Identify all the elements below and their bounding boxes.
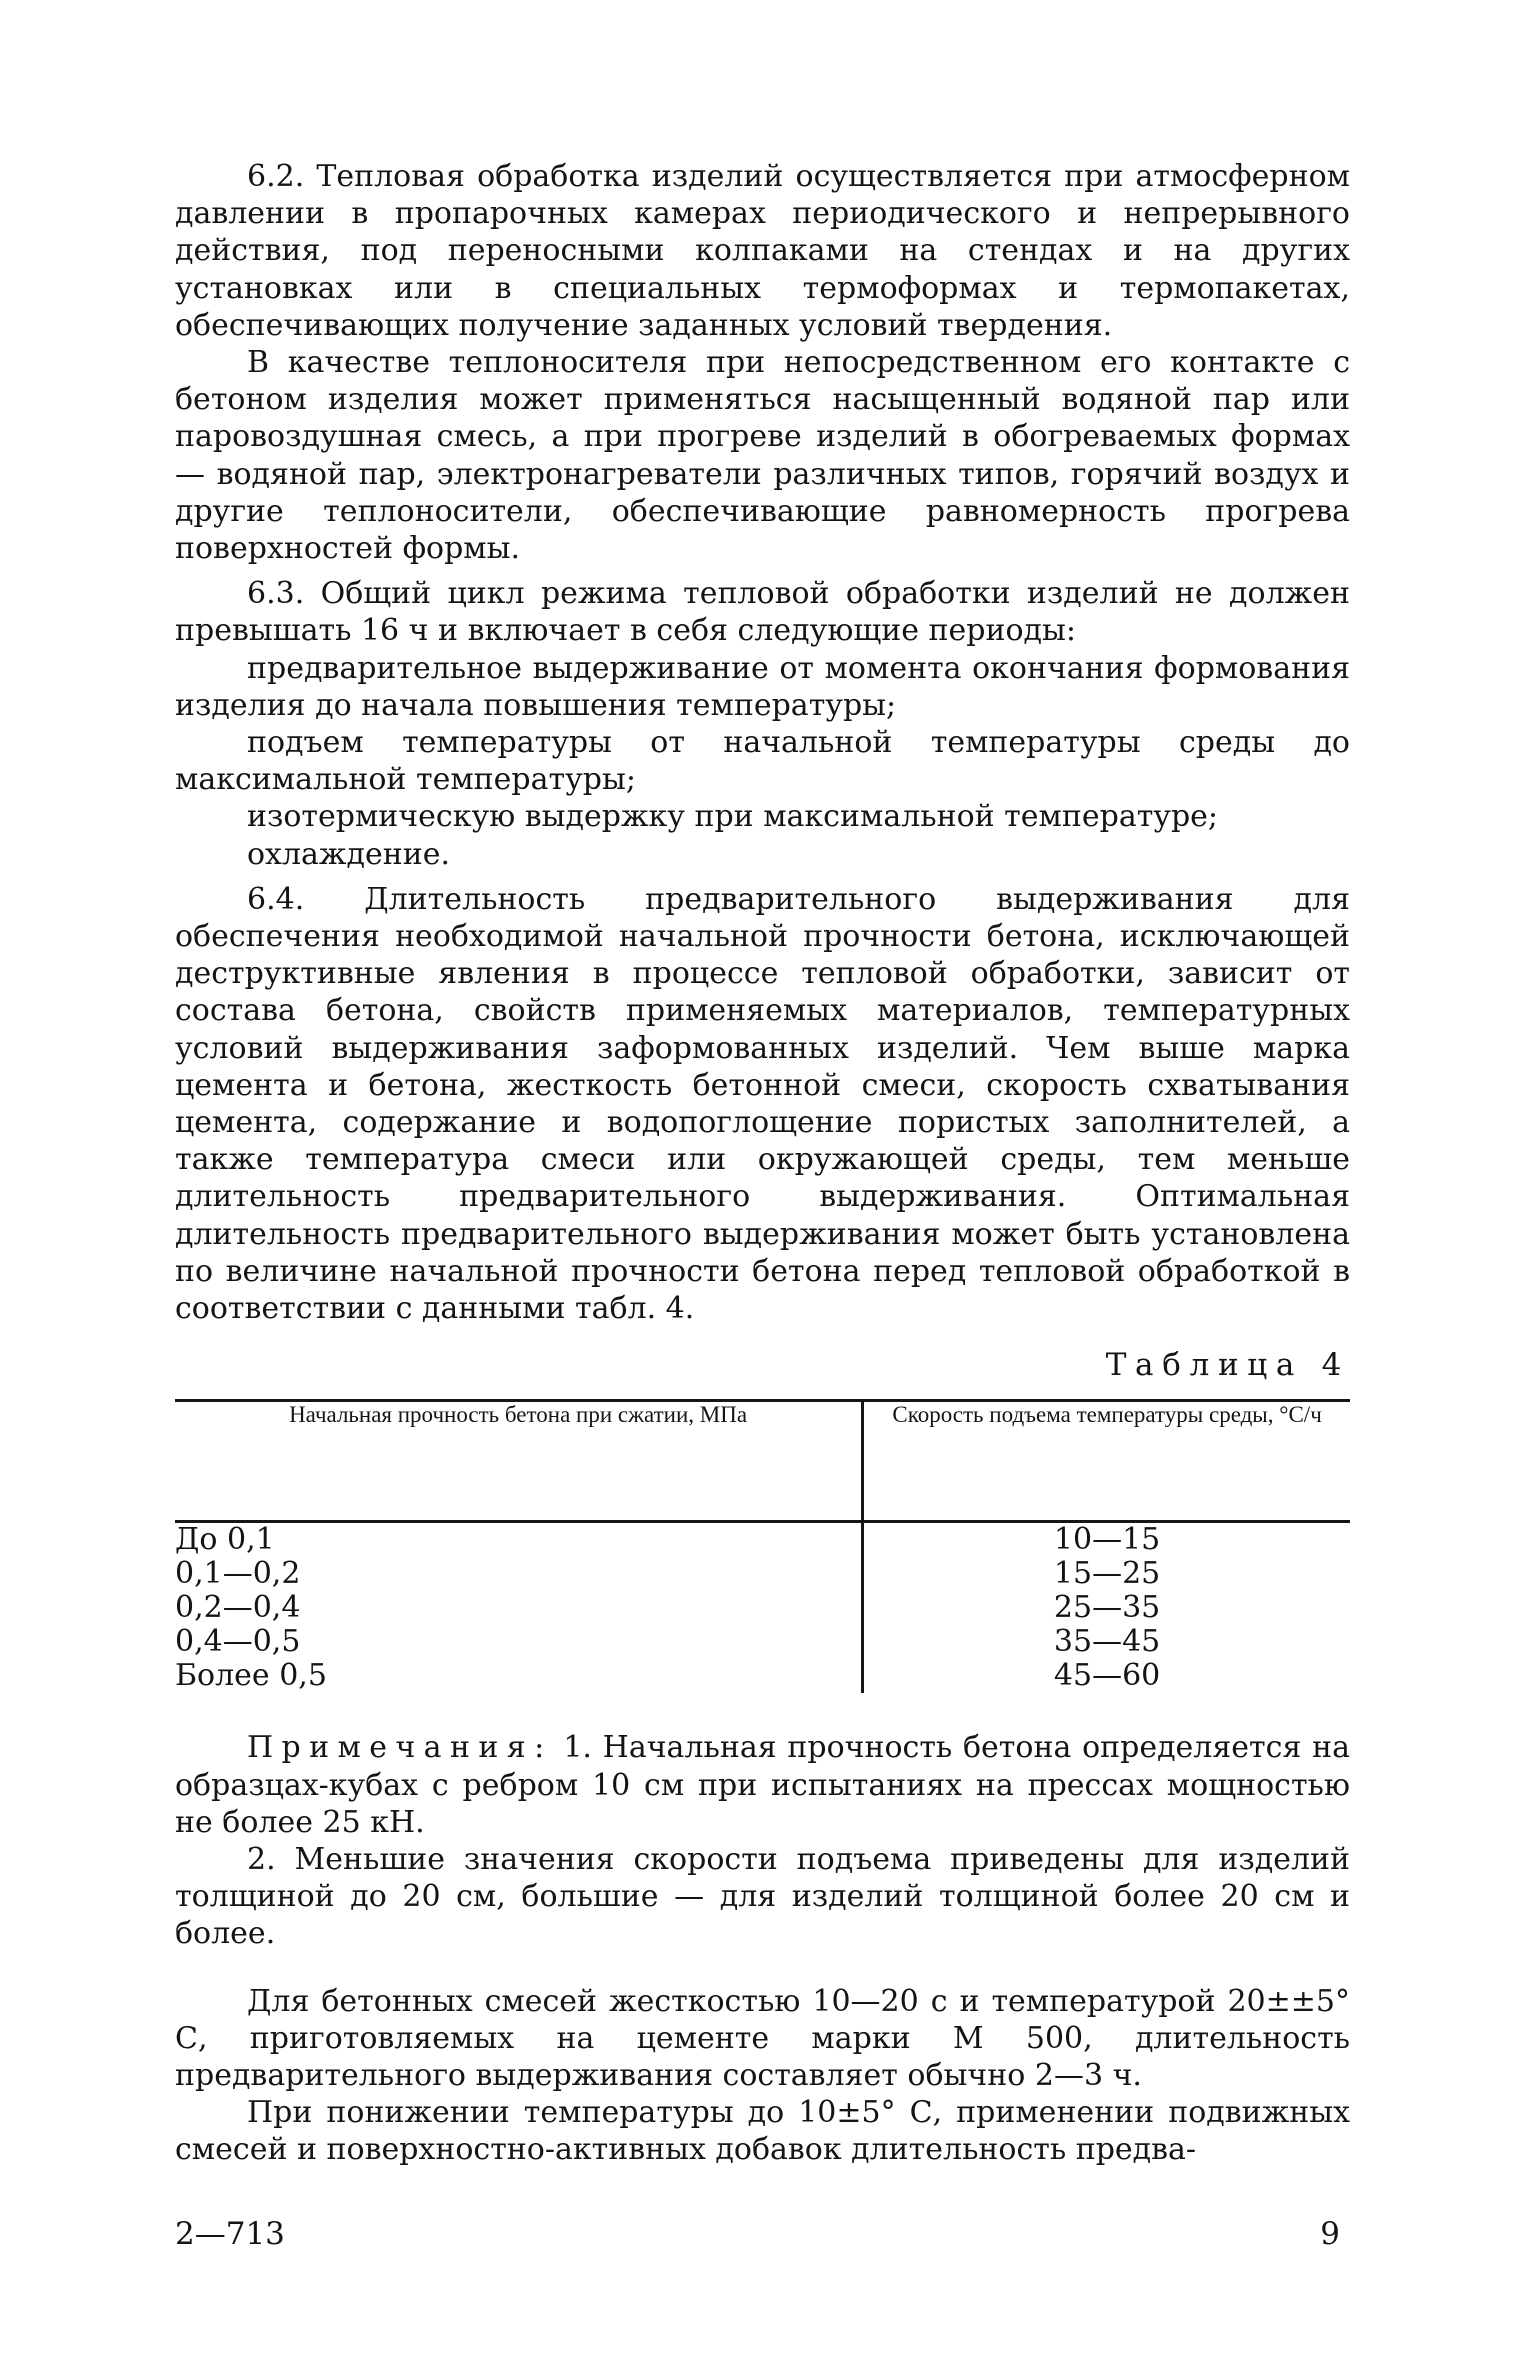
paragraph-low-temperature: При понижении температуры до 10±5° С, применении подвижных смесей и поверхностно-активных добавок длительность предва-	[175, 2095, 1350, 2168]
note-1	[175, 1729, 1350, 1841]
table-cell-rate: 10—15	[1053, 1522, 1161, 1558]
list-item-preholding: предварительное выдерживание от момента окончания формования изделия до начала повышения температуры;	[175, 650, 1350, 723]
page-footer	[175, 2216, 1350, 2266]
table-cell-strength: 0,2—0,4	[175, 1590, 301, 1626]
table-cell-rate: 15—25	[1053, 1556, 1161, 1592]
list-item-isothermal: изотермическую выдержку при максимальной температуре;	[247, 799, 1219, 835]
list-item-cooling: охлаждение.	[247, 836, 451, 872]
list-item-temperature-rise: подъем температуры от начальной температуры среды до максимальной температуры;	[175, 725, 1350, 798]
table-cell-rate: 35—45	[1053, 1624, 1161, 1660]
table-header-strength: Начальная прочность бетона при сжатии, МПа	[175, 1401, 863, 1522]
table-cell-strength: До 0,1	[175, 1522, 275, 1558]
page-number: 9	[1320, 2216, 1340, 2252]
table-cell-strength: 0,1—0,2	[175, 1556, 301, 1592]
paragraph-6-4: 6.4. Длительность предварительного выдерживания для обеспечения необходимой начальной прочности бетона, исключающей деструктивные явления в процессе тепловой обработки, зависит от состава бетона, свойств применяемых материалов, температурных условий выдерживания заформованных изделий. Чем выше марка цемента и бетона, жесткость бетонной смеси, скорость схватывания цемента, содержание и водопоглощение пористых заполнителей, а также температура смеси или окружающей среды, тем меньше длительность предварительного выдерживания. Оптимальная длительность предварительного выдерживания может быть установлена по величине начальной прочности бетона перед тепловой обработкой в соответствии с данными табл. 4.	[175, 881, 1350, 1327]
page-content	[175, 158, 1350, 2169]
table-cell-strength: Более 0,5	[175, 1658, 327, 1694]
printer-signature: 2—713	[175, 2216, 285, 2252]
notes-label: Примечания:	[247, 1730, 553, 1766]
table-caption: Таблица 4	[1105, 1347, 1350, 1384]
table-column-rate	[863, 1522, 1350, 1694]
table-header-rate: Скорость подъема температуры среды, °С/ч	[863, 1401, 1350, 1522]
paragraph-6-2: 6.2. Тепловая обработка изделий осуществляется при атмосферном давлении в пропарочных камерах периодического и непрерывного действия, под переносными колпаками на стендах и на других установках или в специальных термоформах и термопакетах, обеспечивающих получение заданных условий твердения.	[175, 159, 1350, 343]
paragraph-preholding-duration: Для бетонных смесей жесткостью 10—20 с и температурой 20±±5° С, приготовляемых на цементе марки М 500, длительность предварительного выдерживания составляет обычно 2—3 ч.	[175, 1983, 1350, 2093]
table-notes	[175, 1729, 1350, 1952]
note-2: 2. Меньшие значения скорости подъема приведены для изделий толщиной до 20 см, большие — для изделий толщиной более 20 см и более.	[175, 1841, 1350, 1952]
paragraph-6-2-heat-carrier: В качестве теплоносителя при непосредственном его контакте с бетоном изделия может применяться насыщенный водяной пар или паровоздушная смесь, а при прогреве изделий в обогреваемых формах — водяной пар, электронагреватели различных типов, горячий воздух и другие теплоносители, обеспечивающие равномерность прогрева поверхностей формы.	[175, 345, 1350, 567]
table-4	[175, 1399, 1350, 1693]
table-cell-rate: 45—60	[1053, 1658, 1161, 1694]
table-cell-rate: 25—35	[1053, 1590, 1161, 1626]
table-cell-strength: 0,4—0,5	[175, 1624, 301, 1660]
table-column-strength	[175, 1522, 863, 1694]
table-body	[175, 1522, 1350, 1694]
table-header-row	[175, 1401, 1350, 1522]
paragraph-6-3: 6.3. Общий цикл режима тепловой обработки изделий не должен превышать 16 ч и включает в себя следующие периоды:	[175, 576, 1350, 649]
note-1-text: 1. Начальная прочность бетона определяется на образцах-кубах с ребром 10 см при испытаниях на прессах мощностью не более 25 кН.	[175, 1730, 1350, 1840]
